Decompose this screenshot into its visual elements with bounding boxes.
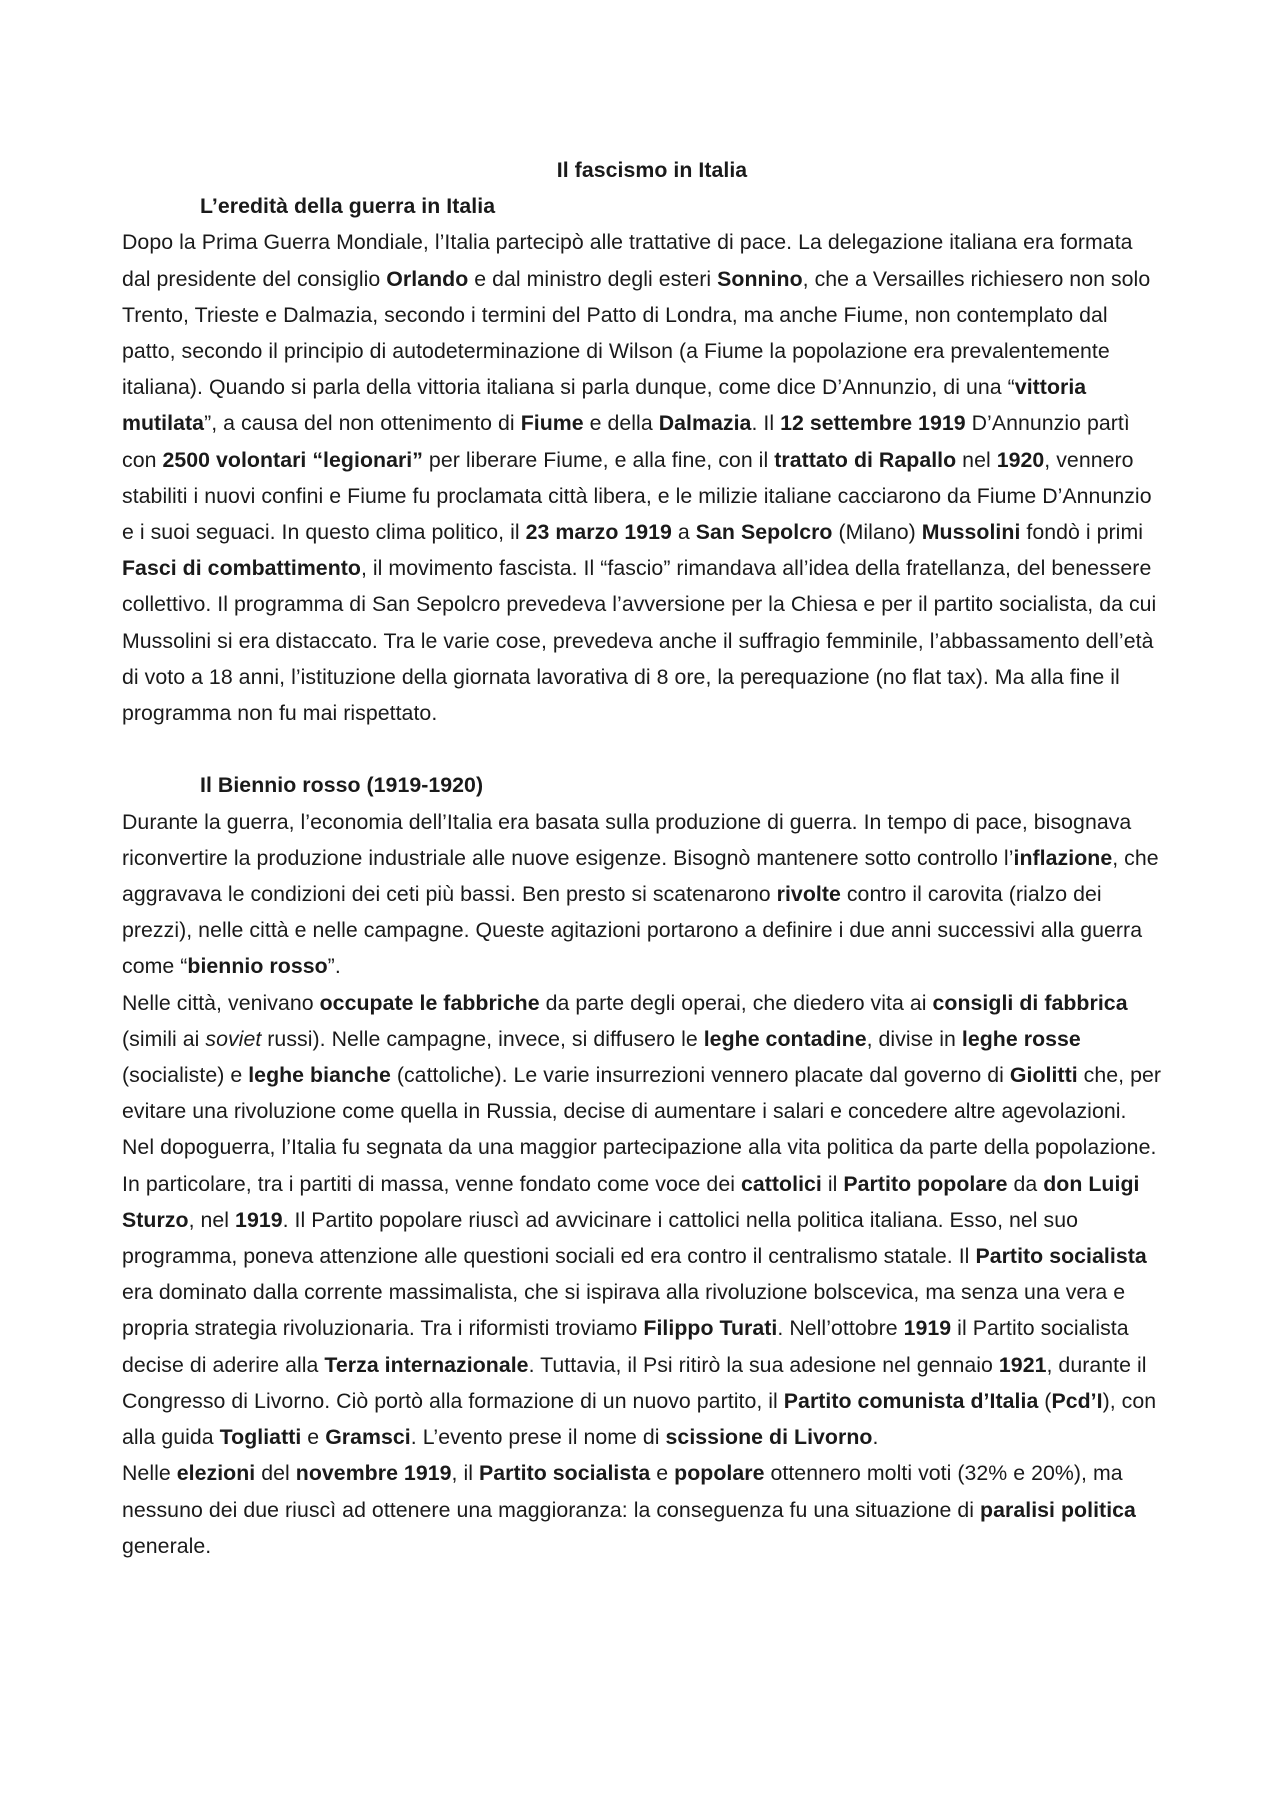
text-run: . Nell’ottobre (777, 1316, 904, 1341)
text-run: , durante il Congresso di Livorno. Ciò portò alla formazione di un nuovo partito, il (122, 1352, 1147, 1413)
text-run: ), con alla guida (122, 1388, 1157, 1450)
text-run: Nelle città, venivano (122, 990, 320, 1015)
bold-term: Fiume (520, 411, 584, 436)
blank-line (122, 731, 1162, 767)
bold-term: 1919 (235, 1207, 283, 1232)
text-run: Nel dopoguerra, l’Italia fu segnata da una maggior partecipazione alla vita politica da parte della popolazione. In particolare, tra i partiti di massa, venne fondato come voce dei (122, 1135, 1157, 1196)
document-title: Il fascismo in Italia (556, 158, 748, 182)
text-run: , vennero stabiliti i nuovi confini e Fiume fu proclamata città libera, e le milizie italiane cacciarono da Fiume D’Annunzio e i suoi seguaci. In questo clima politico, il (122, 447, 1152, 545)
text-run: (Milano) (832, 520, 922, 545)
text-run: del (255, 1461, 296, 1486)
text-run: ”. (327, 954, 341, 979)
bold-term: popolare (674, 1461, 765, 1486)
paragraph (122, 804, 1162, 985)
text-run: ottennero molti voti (32% e 20%), ma nessuno dei due riuscì ad ottenere una maggioranza: la conseguenza fu una situazione di (122, 1461, 1123, 1522)
text-run: a (671, 520, 696, 545)
text-run: Dopo la Prima Guerra Mondiale, l’Italia partecipò alle trattative di pace. La delegazione italiana era formata dal presidente del consiglio (122, 230, 1133, 291)
section-heading: Il Biennio rosso (1919-1920) (200, 773, 484, 798)
bold-term: Gramsci (325, 1425, 411, 1450)
bold-term: biennio rosso (187, 954, 328, 979)
bold-term: 23 marzo 1919 (525, 520, 672, 545)
bold-term: rivolte (776, 882, 841, 907)
text-run: Durante la guerra, l’economia dell’Italia era basata sulla produzione di guerra. In tempo di pace, bisognava riconvertire la produzione industriale alle nuove esigenze. Bisognò mantenere sotto controllo l’ (122, 809, 1132, 870)
bold-term: elezioni (176, 1461, 256, 1486)
text-run: nel (956, 447, 997, 472)
bold-term: Togliatti (219, 1425, 302, 1450)
bold-term: scissione di Livorno (665, 1425, 873, 1450)
text-run: , che aggravava le condizioni dei ceti più bassi. Ben presto si scatenarono (122, 845, 1159, 907)
bold-term: Giolitti (1009, 1063, 1078, 1088)
bold-term: novembre 1919 (295, 1461, 452, 1486)
section-biennio-rosso (122, 767, 1162, 1563)
text-run: e della (583, 411, 659, 436)
section-heading: L’eredità della guerra in Italia (200, 194, 496, 219)
bold-term: San Sepolcro (695, 520, 833, 545)
bold-term: Partito popolare (843, 1171, 1008, 1196)
bold-term: leghe rosse (961, 1026, 1081, 1051)
text-run: ( (1038, 1388, 1052, 1413)
text-run: da parte degli operai, che diedero vita ai (539, 990, 933, 1015)
bold-term: Partito socialista (478, 1461, 651, 1486)
text-run: (socialiste) e (122, 1063, 249, 1088)
bold-term: 1921 (998, 1352, 1047, 1377)
bold-term: 2500 volontari “legionari” (162, 447, 423, 472)
bold-term: Mussolini (921, 520, 1021, 545)
text-run: il Partito socialista decise di aderire alla (122, 1316, 1129, 1377)
bold-term: Terza internazionale (324, 1352, 529, 1377)
bold-term: Pcd’I (1051, 1388, 1103, 1413)
text-run: . (872, 1425, 879, 1450)
bold-term: Partito comunista d’Italia (783, 1388, 1039, 1413)
text-run: fondò i primi (1020, 520, 1144, 545)
bold-term: Orlando (386, 266, 469, 291)
bold-term: 12 settembre 1919 (780, 411, 966, 436)
paragraph (122, 1129, 1162, 1455)
bold-term: don Luigi Sturzo (122, 1171, 1140, 1232)
bold-term: 1920 (996, 447, 1045, 472)
text-run: . L’evento prese il nome di (410, 1425, 666, 1450)
text-run: (cattoliche). Le varie insurrezioni vennero placate dal governo di (390, 1063, 1010, 1088)
bold-term: inflazione (1013, 845, 1113, 870)
section-eredita (122, 188, 1162, 731)
bold-term: leghe contadine (703, 1026, 867, 1051)
bold-term: paralisi politica (980, 1497, 1136, 1522)
text-run: ”, a causa del non ottenimento di (204, 411, 521, 436)
text-run: Nelle (122, 1461, 177, 1486)
text-run: D’Annunzio partì con (122, 411, 1130, 472)
text-run: . Il (751, 411, 781, 436)
bold-term: cattolici (740, 1171, 822, 1196)
italic-term: soviet (205, 1026, 262, 1051)
bold-term: consigli di fabbrica (932, 990, 1128, 1015)
text-run: contro il carovita (rialzo dei prezzi), nelle città e nelle campagne. Queste agitazioni portarono a definire i due anni successivi alla guerra come “ (122, 882, 1143, 979)
paragraph (122, 985, 1162, 1130)
text-run: che, per evitare una rivoluzione come quella in Russia, decise di aumentare i salari e concedere altre agevolazioni. (122, 1063, 1162, 1124)
bold-term: Dalmazia (658, 411, 752, 436)
text-run: era dominato dalla corrente massimalista, che si ispirava alla rivoluzione bolscevica, ma senza una vera e propria strategia rivoluzionaria. Tra i riformisti troviamo (122, 1280, 1126, 1341)
text-run: , che a Versailles richiesero non solo Trento, Trieste e Dalmazia, secondo i termini del Patto di Londra, ma anche Fiume, non contemplato dal patto, secondo il principio di autodeterminazione di Wilson (a Fiume la popolazione era prevalentemente italiana). Quando si parla della vittoria italiana si parla dunque, come dice D’Annunzio, di una “ (122, 266, 1151, 400)
document-body (122, 152, 1162, 1564)
text-run: per liberare Fiume, e alla fine, con il (422, 447, 775, 472)
text-run: il (821, 1171, 844, 1196)
paragraph (122, 224, 1162, 731)
paragraph (122, 1455, 1162, 1564)
text-run: da (1007, 1171, 1044, 1196)
text-run: e (301, 1425, 326, 1450)
text-run: , il (451, 1461, 479, 1486)
text-run: . Il Partito popolare riuscì ad avvicinare i cattolici nella politica italiana. Esso, nel suo programma, poneva attenzione alle questioni sociali ed era contro il centralismo statale. Il (122, 1207, 1079, 1269)
text-run: e dal ministro degli esteri (468, 266, 718, 291)
bold-term: Partito socialista (975, 1244, 1147, 1269)
bold-term: Filippo Turati (643, 1316, 778, 1341)
bold-term: occupate le fabbriche (319, 990, 540, 1015)
bold-term: vittoria mutilata (122, 375, 1087, 436)
text-run: e (650, 1461, 675, 1486)
bold-term: leghe bianche (248, 1063, 391, 1088)
text-run: , nel (188, 1207, 236, 1232)
text-run: (simili ai (122, 1026, 206, 1051)
bold-term: Fasci di combattimento (122, 556, 361, 581)
text-run: , divise in (866, 1026, 962, 1051)
bold-term: trattato di Rapallo (774, 447, 957, 472)
text-run: , il movimento fascista. Il “fascio” rimandava all’idea della fratellanza, del benessere collettivo. Il programma di San Sepolcro prevedeva l’avversione per la Chiesa e per il partito socialista, da cui Mussolini si era distaccato. Tra le varie cose, prevedeva anche il suffragio femminile, l’abbassamento dell’età di voto a 18 anni, l’istituzione della giornata lavorativa di 8 ore, la perequazione (no flat tax). Ma alla fine il programma non fu mai rispettato. (122, 556, 1157, 726)
bold-term: 1919 (903, 1316, 952, 1341)
bold-term: Sonnino (717, 266, 803, 291)
text-run: generale. (122, 1533, 212, 1558)
text-run: . Tuttavia, il Psi ritirò la sua adesione nel gennaio (528, 1352, 999, 1377)
text-run: russi). Nelle campagne, invece, si diffusero le (261, 1026, 704, 1051)
